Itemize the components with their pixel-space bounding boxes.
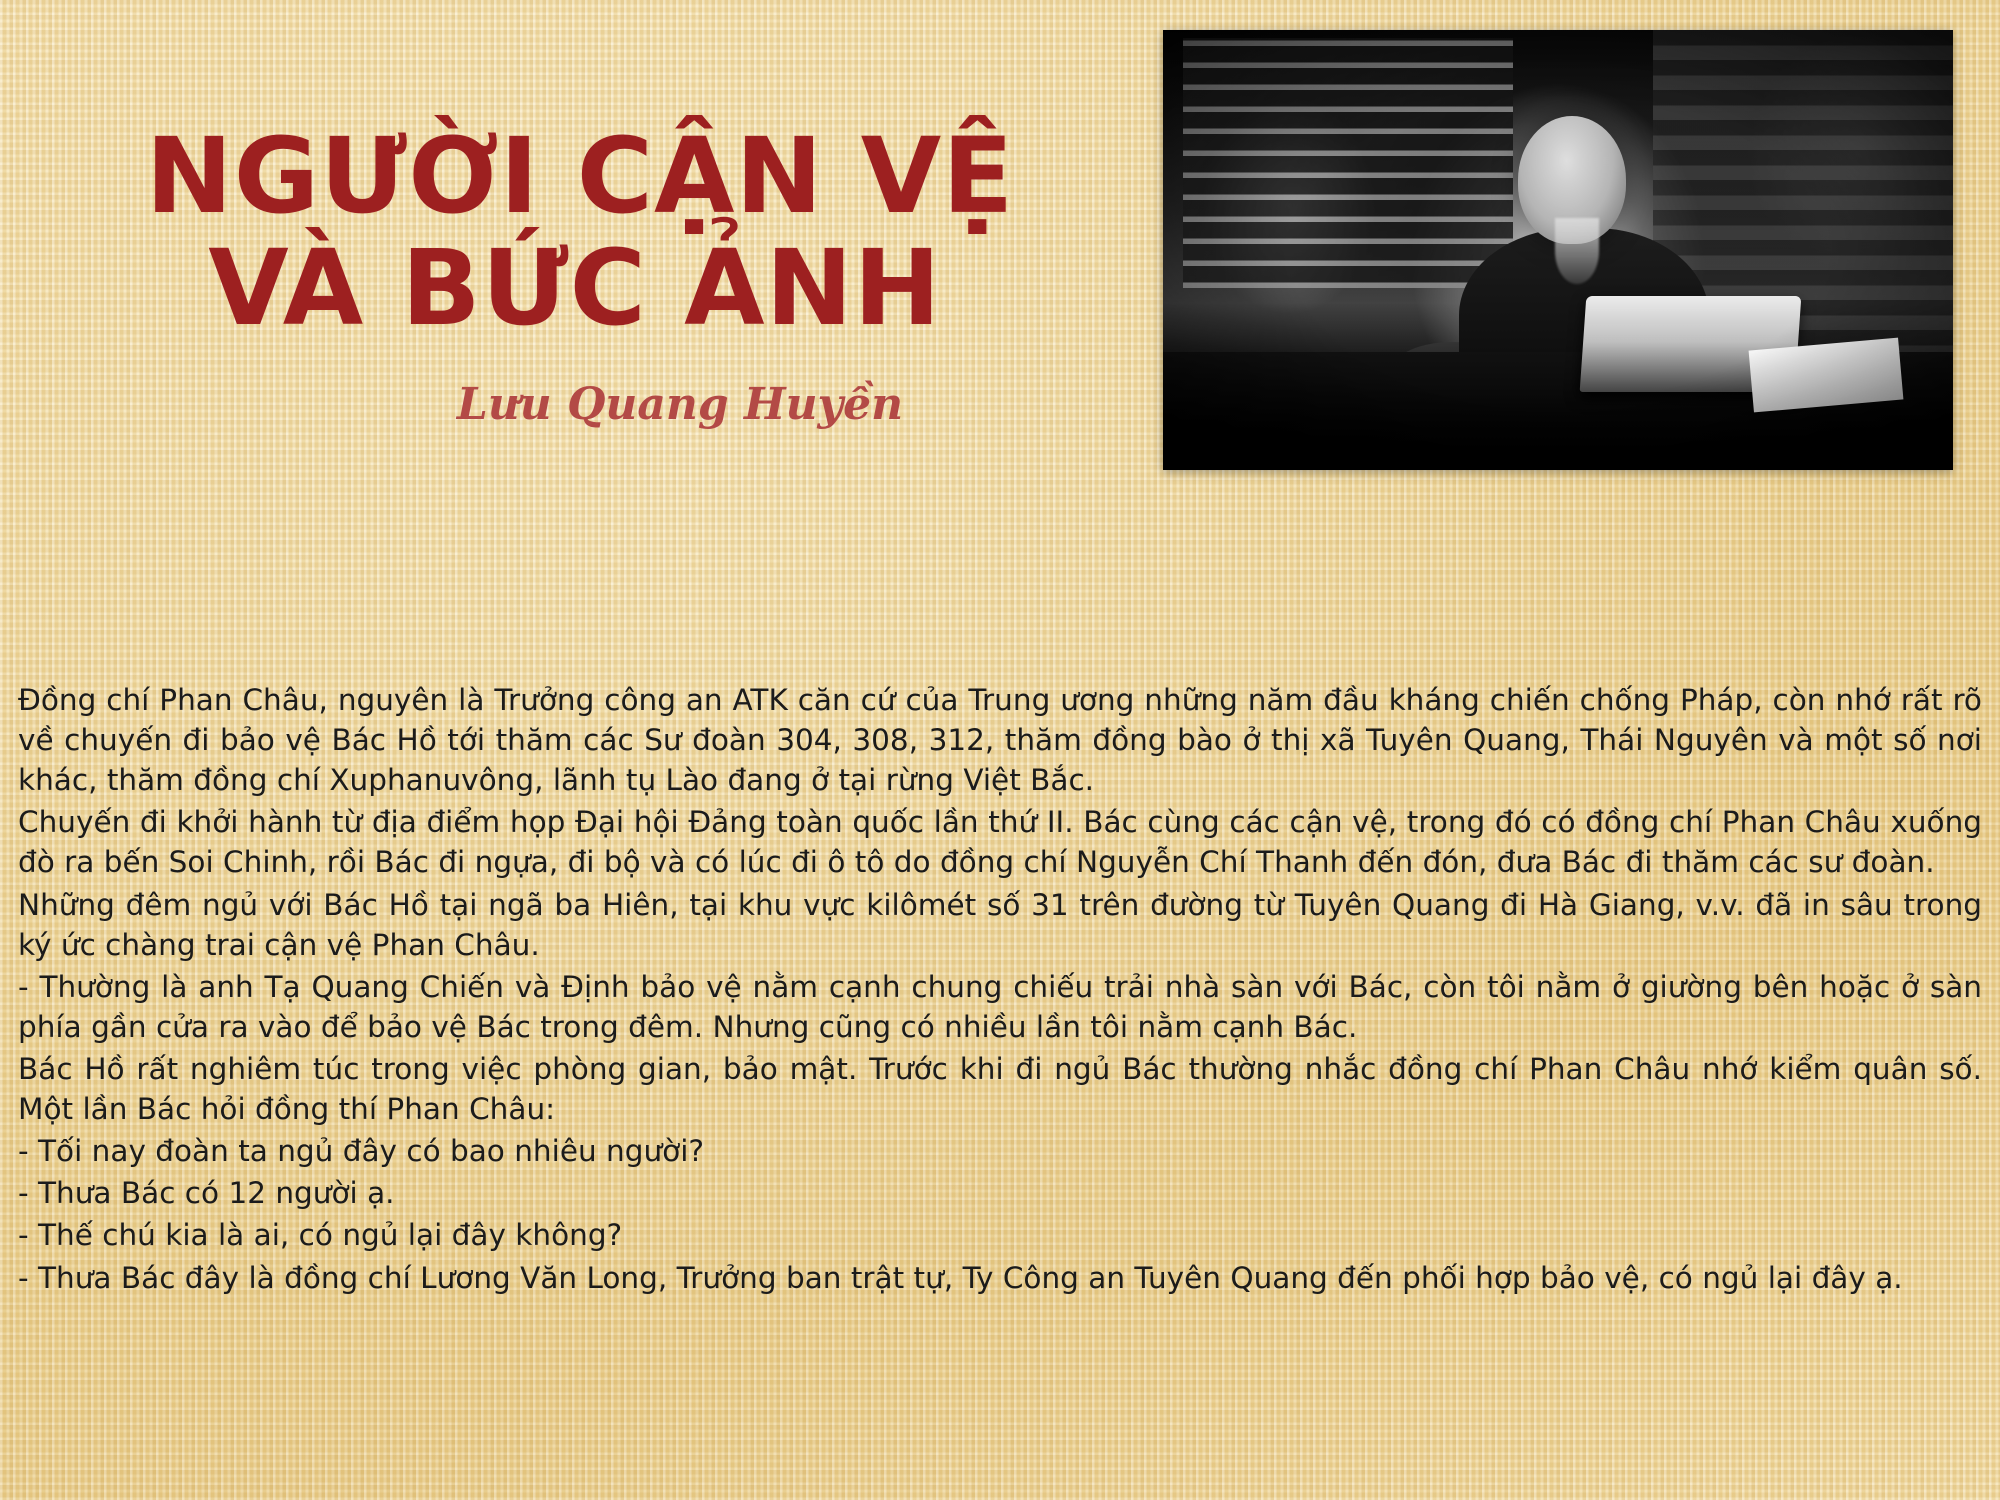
body-paragraph: Bác Hồ rất nghiêm túc trong việc phòng gian, bảo mật. Trước khi đi ngủ Bác thường nhắc đồng chí Phan Châu nhớ kiểm quân số. Một lần Bác hỏi đồng thí Phan Châu: xyxy=(18,1051,1982,1127)
body-paragraph: Chuyến đi khởi hành từ địa điểm họp Đại hội Đảng toàn quốc lần thứ II. Bác cùng các cận vệ, trong đó có đồng chí Phan Châu xuống đò ra bến Soi Chinh, rồi Bác đi ngựa, đi bộ và có lúc đi ô tô do đồng chí Nguyễn Chí Thanh đến đón, đưa Bác đi thăm các sư đoàn. xyxy=(18,805,1982,880)
body-paragraph: - Thưa Bác đây là đồng chí Lương Văn Long, Trưởng ban trật tự, Ty Công an Tuyên Quang đến phối hợp bảo vệ, có ngủ lại đây ạ. xyxy=(18,1260,1903,1295)
body-text xyxy=(18,680,1982,1300)
photo-image xyxy=(1163,30,1953,470)
body-paragraph: - Thưa Bác có 12 người ạ. xyxy=(18,1176,395,1211)
page-title-line-2: VÀ BỨC ẢNH xyxy=(208,227,942,350)
body-paragraph: Đồng chí Phan Châu, nguyên là Trưởng công an ATK căn cứ của Trung ương những năm đầu kháng chiến chống Pháp, còn nhớ rất rõ về chuyến đi bảo vệ Bác Hồ tới thăm các Sư đoàn 304, 308, 312, thăm đồng bào ở thị xã Tuyên Quang, Thái Nguyên và một số nơi khác, thăm đồng chí Xuphanuvông, lãnh tụ Lào đang ở tại rừng Việt Bắc. xyxy=(18,683,1982,798)
header-photo xyxy=(1163,30,1953,470)
title-block xyxy=(0,115,1140,430)
body-paragraph: - Thế chú kia là ai, có ngủ lại đây không? xyxy=(18,1218,623,1253)
body-paragraph: Những đêm ngủ với Bác Hồ tại ngã ba Hiên, tại khu vực kilômét số 31 trên đường từ Tuyên Quang đi Hà Giang, v.v. đã in sâu trong ký ức chàng trai cận vệ Phan Châu. xyxy=(18,887,1982,962)
page-title-line-1: NGƯỜI CẬN VỆ xyxy=(145,115,1015,237)
photo-vignette xyxy=(1163,30,1953,470)
body-paragraph: - Thường là anh Tạ Quang Chiến và Định bảo vệ nằm cạnh chung chiếu trải nhà sàn với Bác, còn tôi nằm ở giường bên hoặc ở sàn phía gần cửa ra vào để bảo vệ Bác trong đêm. Nhưng cũng có nhiều lần tôi nằm cạnh Bác. xyxy=(18,969,1982,1044)
body-paragraph: - Tối nay đoàn ta ngủ đây có bao nhiêu người? xyxy=(18,1134,705,1169)
author-name: Lưu Quang Huyền xyxy=(456,378,904,430)
